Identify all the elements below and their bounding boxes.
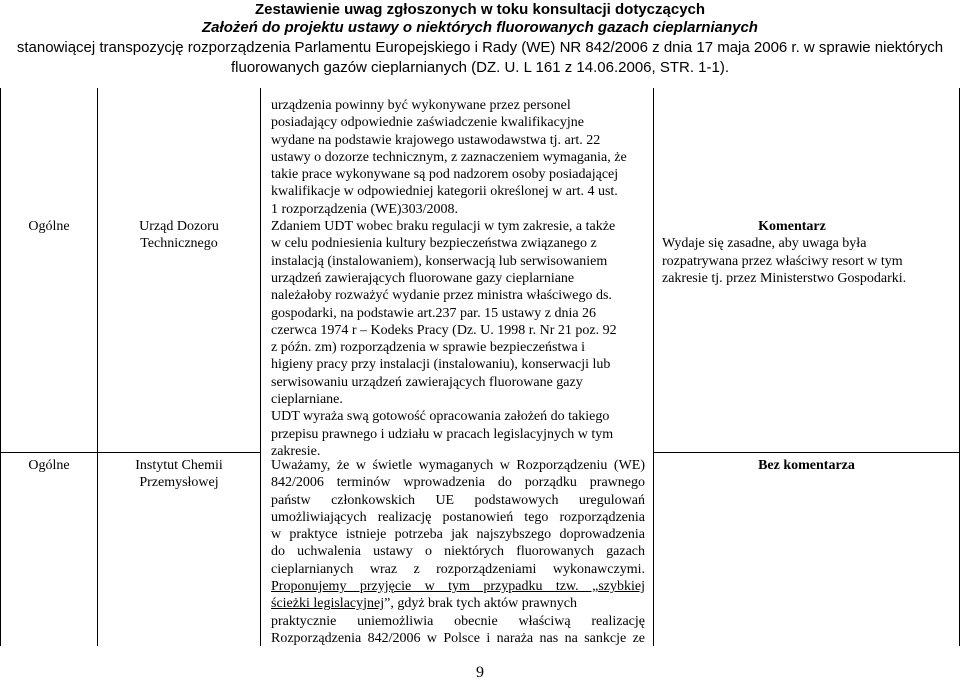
table-row-2-response: Bez komentarza [758, 458, 855, 473]
table-row-1-organization: Urząd Dozoru Technicznego [139, 219, 219, 252]
table-row-1-response [662, 218, 954, 287]
table-border-left [0, 88, 1, 646]
document-title: Zestawienie uwag zgłoszonych w toku konsultacji dotyczących [254, 1, 706, 18]
table-row-2-comment-text: Uważamy, że w świetle wymaganych w Rozporządzeniu (WE) 842/2006 terminów wprowadzenia do porządku prawnego państw członkowskich UE podstawowych uregulowań umożliwiających realizację postanowień tego rozporządzenia w praktyce istnieje potrzeba jak najszybszego doprowadzenia do uchwalenia ustawy o niektórych fluorowanych gazach cieplarnianych wraz z rozporządzeniami wykonawczymi. Proponujemy przyjęcie w tym przypadku tzw. „szybkiej ścieżki legislacyjnej ”, gdyż brak tych aktów prawnych praktycznie uniemożliwia obecnie właściwą realizację Rozporządzenia 842/2006 w Polsce i naraża nas na sankcje ze [271, 458, 645, 646]
table-row-2-organization: Instytut Chemii Przemysłowej [135, 458, 223, 491]
table-row-1-category: Ogólne [28, 219, 70, 234]
comment-text-offer: UDT wyraża swą gotowość opracowania założeń do takiego przepisu prawnego i udziału w pracach legislacyjnych w tym zakresie. [271, 409, 614, 459]
document-description-line-2: fluorowanych gazów cieplarnianych (DZ. U. L 161 z 14.06.2006, STR. 1-1). [230, 59, 730, 76]
comment-text-main: Zdaniem UDT wobec braku regulacji w tym zakresie, a także w celu podniesienia kultury bezpieczeństwa związanego z instalacją (instalowaniem), konserwacją lub serwisowaniem urządzeń zawierających fluorowane gazy cieplarniane należałoby rozważyć wydanie przez ministra właściwego ds. gospodarki, na podstawie art.237 par. 15 ustawy z dnia 26 czerwca 1974 r – Kodeks Pracy (Dz. U. 1998 r. Nr 21 poz. 92 z późn. zm) rozporządzenia w sprawie bezpieczeństwa i higieny pracy przy instalacji (instalowaniu), konserwacji lub serwisowaniu urządzeń zawierających fluorowane gazy cieplarniane. [271, 219, 617, 408]
underlined-proposal: Proponujemy przyjęcie w tym przypadku tzw. „szybkiej [271, 579, 645, 595]
proposal-continuation: ścieżki legislacyjnej ”, gdyż brak tych aktów prawnych [271, 596, 577, 612]
row-separator-left [0, 452, 261, 453]
row-separator-right [653, 452, 960, 453]
table-row-2-category: Ogólne [28, 458, 70, 473]
document-subtitle: Założeń do projektu ustawy o niektórych fluorowanych gazach cieplarnianych [202, 19, 758, 36]
table-border-col2 [260, 88, 261, 646]
comment-text-intro: urządzenia powinny być wykonywane przez personel posiadający odpowiednie zaświadczenie kwalifikacyjne wydane na podstawie krajowego ustawodawstwa tj. art. 22 ustawy o dozorze technicznym, z zaznaczeniem wymagania, że takie prace wykonywane są pod nadzorem osoby posiadającej kwalifikacje w odpowiedniej kategorii określonej w art. 4 ust. 1 rozporządzenia (WE)303/2008. [271, 98, 627, 217]
comments-table [0, 88, 960, 646]
response-title: Komentarz [758, 219, 826, 234]
table-border-col3 [653, 88, 654, 646]
table-border-col1 [97, 88, 98, 646]
document-description-line-1: stanowiącej transpozycję rozporządzenia Parlamentu Europejskiego i Rady (WE) NR 842/2006 z dnia 17 maja 2006 r. w sprawie niektórych [16, 39, 944, 56]
page-number: 9 [476, 664, 484, 681]
table-row-1-comment-text [271, 97, 645, 460]
document-header [0, 0, 960, 78]
response-text: Wydaje się zasadne, aby uwaga była rozpatrywana przez właściwy resort w tym zakresie tj. przez Ministerstwo Gospodarki. [662, 236, 907, 286]
